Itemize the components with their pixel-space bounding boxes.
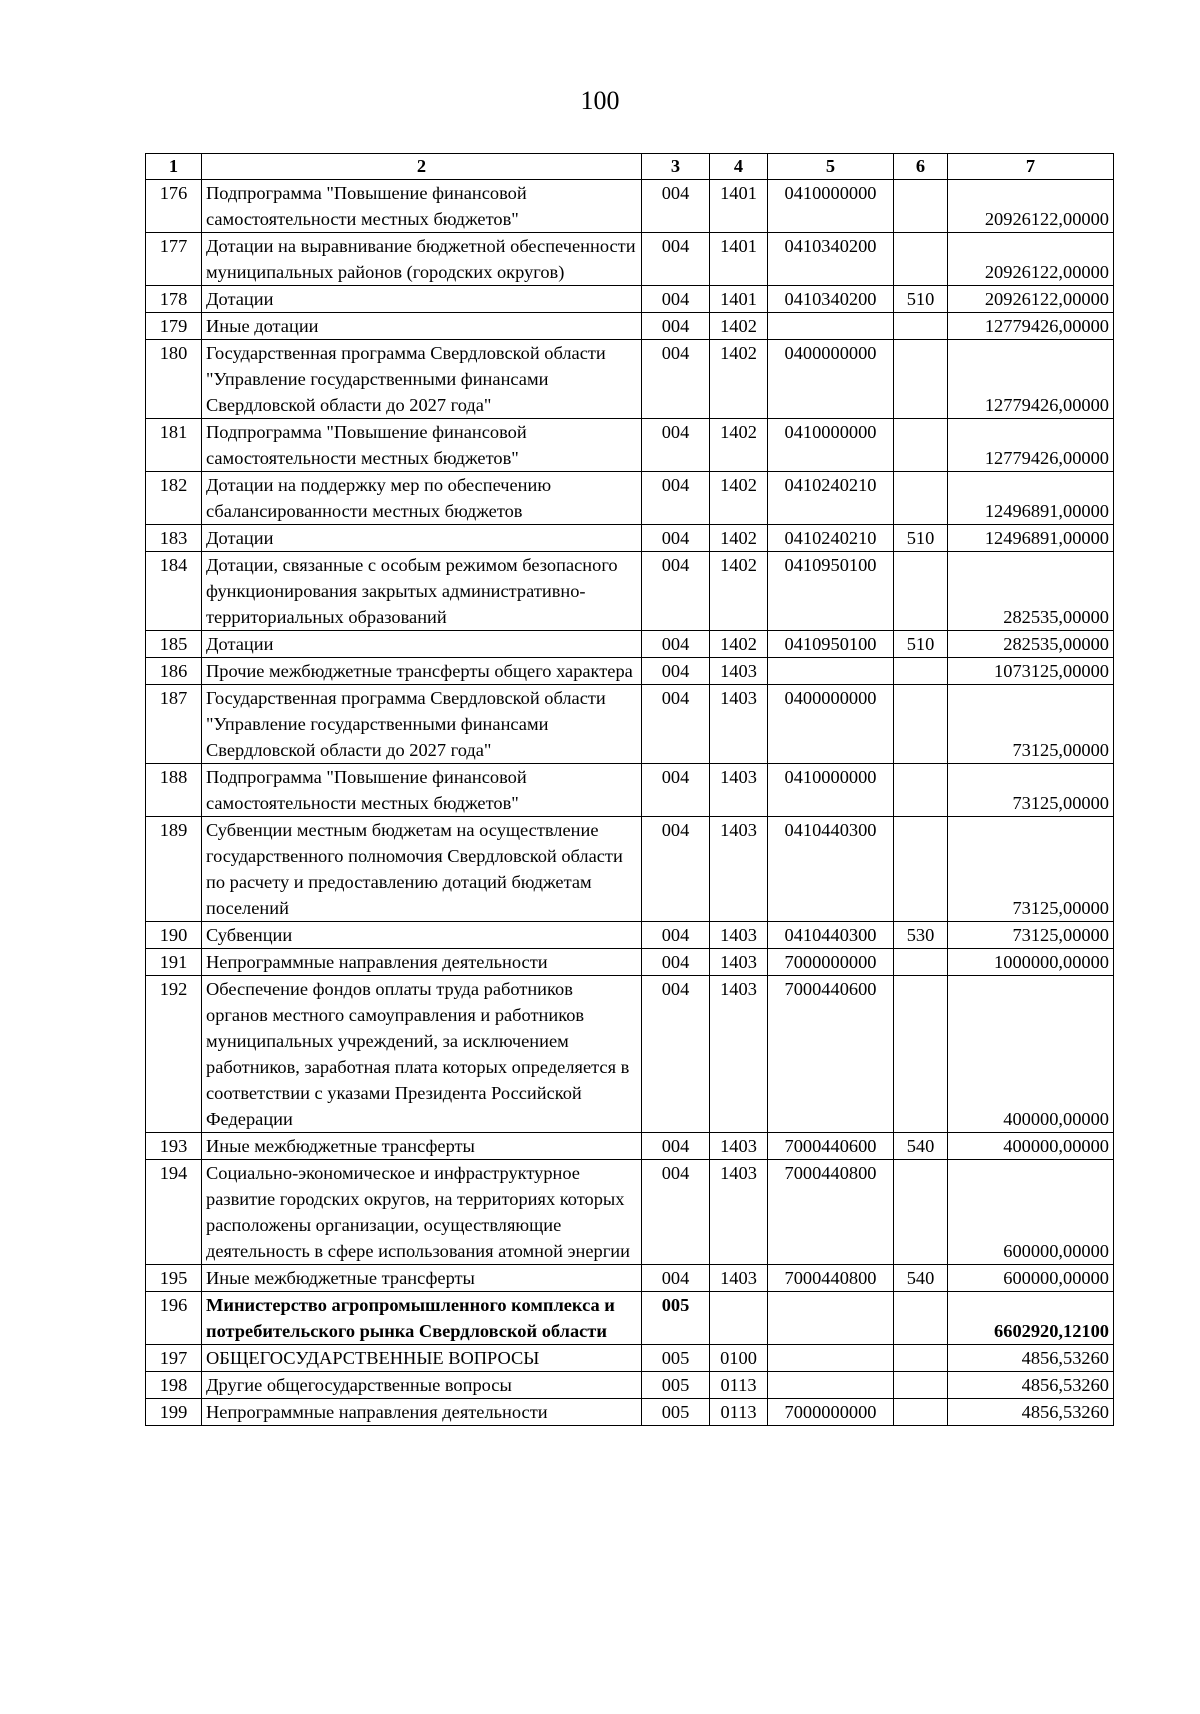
row-name: Субвенции местным бюджетам на осуществление государственного полномочия Свердловской области по расчету и предоставлению дотаций бюджетам поселений xyxy=(202,817,642,922)
row-code-6 xyxy=(894,1160,948,1265)
row-code-6 xyxy=(894,976,948,1133)
row-code-5: 0410440300 xyxy=(768,817,894,922)
table-row xyxy=(146,313,1114,340)
row-name: Дотации на выравнивание бюджетной обеспеченности муниципальных районов (городских округов) xyxy=(202,233,642,286)
row-sum: 20926122,00000 xyxy=(948,286,1114,313)
header-row xyxy=(146,154,1114,180)
row-code-4: 1402 xyxy=(710,552,768,631)
row-name: Обеспечение фондов оплаты труда работников органов местного самоуправления и работников муниципальных учреждений, за исключением работников, заработная плата которых определяется в соответствии с указами Президента Российской Федерации xyxy=(202,976,642,1133)
row-number: 197 xyxy=(146,1345,202,1372)
row-number: 198 xyxy=(146,1372,202,1399)
row-code-6 xyxy=(894,233,948,286)
row-number: 190 xyxy=(146,922,202,949)
row-sum: 600000,00000 xyxy=(948,1160,1114,1265)
table-row xyxy=(146,976,1114,1133)
row-number: 194 xyxy=(146,1160,202,1265)
row-code-3: 004 xyxy=(642,552,710,631)
table-row xyxy=(146,340,1114,419)
row-code-6 xyxy=(894,313,948,340)
row-sum: 12496891,00000 xyxy=(948,525,1114,552)
row-code-5: 7000440600 xyxy=(768,976,894,1133)
row-sum: 282535,00000 xyxy=(948,631,1114,658)
row-code-5: 0410950100 xyxy=(768,631,894,658)
row-number: 184 xyxy=(146,552,202,631)
row-name: Дотации xyxy=(202,631,642,658)
row-code-5: 0410000000 xyxy=(768,764,894,817)
row-code-5 xyxy=(768,1372,894,1399)
row-code-3: 004 xyxy=(642,286,710,313)
row-name: Дотации на поддержку мер по обеспечению сбалансированности местных бюджетов xyxy=(202,472,642,525)
row-code-4: 1403 xyxy=(710,976,768,1133)
row-code-3: 004 xyxy=(642,976,710,1133)
row-code-5: 0410000000 xyxy=(768,419,894,472)
row-code-3: 004 xyxy=(642,1133,710,1160)
row-code-6: 510 xyxy=(894,525,948,552)
row-code-4: 1402 xyxy=(710,525,768,552)
row-code-5 xyxy=(768,1345,894,1372)
table-row xyxy=(146,525,1114,552)
table-row xyxy=(146,472,1114,525)
row-number: 182 xyxy=(146,472,202,525)
row-number: 185 xyxy=(146,631,202,658)
row-name: Социально-экономическое и инфраструктурное развитие городских округов, на территориях которых расположены организации, осуществляющие деятельность в сфере использования атомной энергии xyxy=(202,1160,642,1265)
table-row xyxy=(146,1133,1114,1160)
row-sum: 73125,00000 xyxy=(948,922,1114,949)
row-code-4: 0113 xyxy=(710,1399,768,1426)
row-code-3: 004 xyxy=(642,340,710,419)
row-code-3: 004 xyxy=(642,525,710,552)
row-code-6: 510 xyxy=(894,286,948,313)
row-code-3: 004 xyxy=(642,233,710,286)
row-name: Дотации, связанные с особым режимом безопасного функционирования закрытых административно-территориальных образований xyxy=(202,552,642,631)
table-row xyxy=(146,1292,1114,1345)
row-sum: 12779426,00000 xyxy=(948,313,1114,340)
row-code-5: 0410340200 xyxy=(768,286,894,313)
row-code-5 xyxy=(768,1292,894,1345)
row-code-6 xyxy=(894,552,948,631)
row-name: Прочие межбюджетные трансферты общего характера xyxy=(202,658,642,685)
row-code-5: 0400000000 xyxy=(768,340,894,419)
row-number: 183 xyxy=(146,525,202,552)
row-code-6 xyxy=(894,340,948,419)
table-row xyxy=(146,552,1114,631)
row-code-3: 004 xyxy=(642,180,710,233)
table-header xyxy=(146,154,1114,180)
row-code-6: 510 xyxy=(894,631,948,658)
table-row xyxy=(146,1160,1114,1265)
row-code-4 xyxy=(710,1292,768,1345)
row-name: Иные межбюджетные трансферты xyxy=(202,1265,642,1292)
row-code-5: 7000440600 xyxy=(768,1133,894,1160)
row-sum: 20926122,00000 xyxy=(948,233,1114,286)
row-number: 187 xyxy=(146,685,202,764)
row-code-6 xyxy=(894,472,948,525)
row-sum: 12496891,00000 xyxy=(948,472,1114,525)
row-sum: 1073125,00000 xyxy=(948,658,1114,685)
row-code-6 xyxy=(894,764,948,817)
header-col-6: 6 xyxy=(894,154,948,180)
row-code-4: 1402 xyxy=(710,631,768,658)
table-row xyxy=(146,1265,1114,1292)
table-row xyxy=(146,949,1114,976)
row-sum: 12779426,00000 xyxy=(948,340,1114,419)
row-code-6 xyxy=(894,1372,948,1399)
row-code-6 xyxy=(894,949,948,976)
row-sum: 4856,53260 xyxy=(948,1399,1114,1426)
row-code-3: 004 xyxy=(642,1160,710,1265)
row-code-4: 1403 xyxy=(710,764,768,817)
row-code-3: 004 xyxy=(642,949,710,976)
table-row xyxy=(146,233,1114,286)
row-number: 195 xyxy=(146,1265,202,1292)
row-code-3: 004 xyxy=(642,658,710,685)
row-code-3: 005 xyxy=(642,1292,710,1345)
row-code-5 xyxy=(768,313,894,340)
row-number: 178 xyxy=(146,286,202,313)
row-code-6 xyxy=(894,180,948,233)
row-number: 199 xyxy=(146,1399,202,1426)
row-code-5: 0400000000 xyxy=(768,685,894,764)
row-number: 176 xyxy=(146,180,202,233)
row-number: 191 xyxy=(146,949,202,976)
row-code-4: 0113 xyxy=(710,1372,768,1399)
table-row xyxy=(146,180,1114,233)
row-name: Подпрограмма "Повышение финансовой самостоятельности местных бюджетов" xyxy=(202,180,642,233)
row-number: 181 xyxy=(146,419,202,472)
row-code-6 xyxy=(894,817,948,922)
row-code-5: 7000440800 xyxy=(768,1160,894,1265)
row-code-4: 1402 xyxy=(710,472,768,525)
row-code-6: 540 xyxy=(894,1265,948,1292)
header-col-2: 2 xyxy=(202,154,642,180)
row-code-3: 004 xyxy=(642,685,710,764)
row-sum: 600000,00000 xyxy=(948,1265,1114,1292)
row-sum: 400000,00000 xyxy=(948,1133,1114,1160)
row-code-4: 1401 xyxy=(710,286,768,313)
table-row xyxy=(146,419,1114,472)
row-code-4: 1403 xyxy=(710,1133,768,1160)
row-code-4: 1403 xyxy=(710,1265,768,1292)
table-row xyxy=(146,658,1114,685)
table-row xyxy=(146,286,1114,313)
row-code-4: 1402 xyxy=(710,419,768,472)
row-code-6 xyxy=(894,419,948,472)
row-sum: 400000,00000 xyxy=(948,976,1114,1133)
row-number: 186 xyxy=(146,658,202,685)
row-name: Государственная программа Свердловской области "Управление государственными финансами Свердловской области до 2027 года" xyxy=(202,340,642,419)
row-code-5: 7000000000 xyxy=(768,1399,894,1426)
row-code-3: 004 xyxy=(642,764,710,817)
row-code-3: 004 xyxy=(642,1265,710,1292)
row-code-3: 005 xyxy=(642,1399,710,1426)
row-code-4: 1403 xyxy=(710,949,768,976)
row-sum: 73125,00000 xyxy=(948,764,1114,817)
table-body xyxy=(146,180,1114,1426)
row-name: Субвенции xyxy=(202,922,642,949)
row-name: Непрограммные направления деятельности xyxy=(202,949,642,976)
row-name: ОБЩЕГОСУДАРСТВЕННЫЕ ВОПРОСЫ xyxy=(202,1345,642,1372)
row-code-4: 1402 xyxy=(710,313,768,340)
row-sum: 73125,00000 xyxy=(948,685,1114,764)
row-code-6 xyxy=(894,1399,948,1426)
row-code-3: 005 xyxy=(642,1345,710,1372)
row-code-4: 1401 xyxy=(710,180,768,233)
table-row xyxy=(146,922,1114,949)
table-row xyxy=(146,1345,1114,1372)
row-sum: 4856,53260 xyxy=(948,1372,1114,1399)
row-sum: 73125,00000 xyxy=(948,817,1114,922)
row-number: 189 xyxy=(146,817,202,922)
table-row xyxy=(146,631,1114,658)
row-code-6: 530 xyxy=(894,922,948,949)
row-code-4: 1401 xyxy=(710,233,768,286)
header-col-5: 5 xyxy=(768,154,894,180)
row-code-5: 0410000000 xyxy=(768,180,894,233)
row-number: 192 xyxy=(146,976,202,1133)
row-code-4: 1402 xyxy=(710,340,768,419)
row-code-4: 1403 xyxy=(710,1160,768,1265)
row-number: 193 xyxy=(146,1133,202,1160)
row-code-3: 004 xyxy=(642,631,710,658)
row-number: 179 xyxy=(146,313,202,340)
row-code-3: 004 xyxy=(642,472,710,525)
row-code-4: 0100 xyxy=(710,1345,768,1372)
row-code-6: 540 xyxy=(894,1133,948,1160)
row-number: 177 xyxy=(146,233,202,286)
row-code-6 xyxy=(894,1345,948,1372)
row-name: Подпрограмма "Повышение финансовой самостоятельности местных бюджетов" xyxy=(202,764,642,817)
row-code-3: 005 xyxy=(642,1372,710,1399)
table-row xyxy=(146,817,1114,922)
row-name: Непрограммные направления деятельности xyxy=(202,1399,642,1426)
row-sum: 12779426,00000 xyxy=(948,419,1114,472)
row-code-3: 004 xyxy=(642,922,710,949)
row-code-6 xyxy=(894,1292,948,1345)
row-code-4: 1403 xyxy=(710,685,768,764)
row-code-3: 004 xyxy=(642,313,710,340)
header-col-7: 7 xyxy=(948,154,1114,180)
table-row xyxy=(146,1372,1114,1399)
row-number: 180 xyxy=(146,340,202,419)
row-name: Государственная программа Свердловской области "Управление государственными финансами Свердловской области до 2027 года" xyxy=(202,685,642,764)
header-col-1: 1 xyxy=(146,154,202,180)
row-code-3: 004 xyxy=(642,817,710,922)
budget-table xyxy=(145,153,1114,1426)
row-code-6 xyxy=(894,685,948,764)
table-row xyxy=(146,1399,1114,1426)
row-code-4: 1403 xyxy=(710,922,768,949)
row-name: Иные дотации xyxy=(202,313,642,340)
row-name: Министерство агропромышленного комплекса и потребительского рынка Свердловской области xyxy=(202,1292,642,1345)
row-sum: 6602920,12100 xyxy=(948,1292,1114,1345)
row-name: Подпрограмма "Повышение финансовой самостоятельности местных бюджетов" xyxy=(202,419,642,472)
row-name: Дотации xyxy=(202,525,642,552)
row-name: Другие общегосударственные вопросы xyxy=(202,1372,642,1399)
row-code-5: 7000440800 xyxy=(768,1265,894,1292)
row-code-3: 004 xyxy=(642,419,710,472)
row-code-6 xyxy=(894,658,948,685)
row-sum: 1000000,00000 xyxy=(948,949,1114,976)
row-sum: 4856,53260 xyxy=(948,1345,1114,1372)
row-code-4: 1403 xyxy=(710,658,768,685)
row-code-5: 7000000000 xyxy=(768,949,894,976)
row-code-5: 0410240210 xyxy=(768,472,894,525)
page-number: 100 xyxy=(580,86,620,115)
table-row xyxy=(146,685,1114,764)
row-code-4: 1403 xyxy=(710,817,768,922)
row-code-5: 0410440300 xyxy=(768,922,894,949)
header-col-3: 3 xyxy=(642,154,710,180)
row-code-5: 0410340200 xyxy=(768,233,894,286)
row-number: 196 xyxy=(146,1292,202,1345)
row-code-5: 0410950100 xyxy=(768,552,894,631)
row-sum: 20926122,00000 xyxy=(948,180,1114,233)
row-sum: 282535,00000 xyxy=(948,552,1114,631)
row-code-5: 0410240210 xyxy=(768,525,894,552)
header-col-4: 4 xyxy=(710,154,768,180)
row-number: 188 xyxy=(146,764,202,817)
row-name: Дотации xyxy=(202,286,642,313)
row-code-5 xyxy=(768,658,894,685)
row-name: Иные межбюджетные трансферты xyxy=(202,1133,642,1160)
table-row xyxy=(146,764,1114,817)
